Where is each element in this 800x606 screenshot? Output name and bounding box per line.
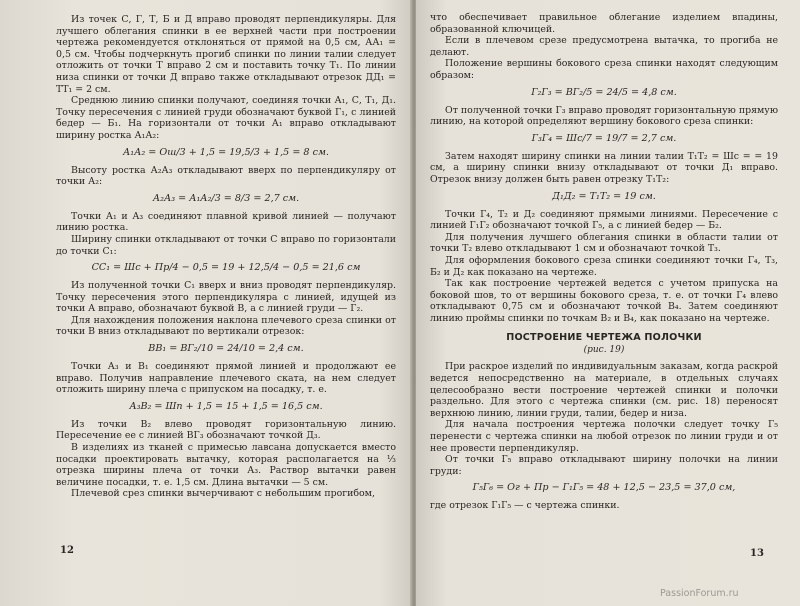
formula-rostok-height: А₂А₃ = А₁А₂/3 = 8/3 = 2,7 см.: [152, 192, 300, 204]
paragraph: От точки Г₅ вправо откладывают ширину полочки на линии груди:: [430, 454, 778, 477]
formula-bottom-width: Д₁Д₂ = Т₁Т₂ = 19 см.: [552, 190, 656, 202]
paragraph: Положение вершины бокового среза спинки находят следующим образом:: [430, 58, 778, 81]
paragraph: Для нахождения положения наклона плечевого среза спинки от точки В вниз откладывают по вертикали отрезок:: [56, 314, 396, 338]
paragraph: Из точек С, Г, Т, Б и Д вправо проводят перпендикуляры. Для лучшего облегания спинки в ее верхней части при построении чертежа рекомендуется отклоняться от прямой на 0,5 см, АА₁ = 0,5 см. Чтобы подчеркнуть прогиб спинки по линии талии следует отложить от точки Т вправо 2 см и поставить точку Т₁. По линии низа спинки от точки Д вправо также откладывают отрезок ДД₁ = ТТ₁ = 2 см.: [56, 14, 396, 95]
figure-reference: (рис. 19): [583, 345, 625, 356]
paragraph: Затем находят ширину спинки на линии талии Т₁Т₂ = Шс = = 19 см, а ширину спинки внизу откладывают от точки Д₁ вправо. Отрезок внизу должен быть равен отрезку Т₁Т₂:: [430, 150, 778, 185]
section-title: ПОСТРОЕНИЕ ЧЕРТЕЖА ПОЛОЧКИ: [506, 332, 702, 344]
paragraph: Точки А₁ и А₃ соединяют плавной кривой линией — получают линию ростка.: [56, 210, 396, 234]
paragraph: Из точки В₂ влево проводят горизонтальную линию. Пересечение ее с линией ВГ₃ обозначают точкой Д₃.: [56, 418, 396, 442]
formula-side-top: Г₃Г₄ = Шс/7 = 19/7 = 2,7 см.: [531, 132, 677, 144]
watermark: PassionForum.ru: [660, 588, 739, 599]
paragraph: В изделиях из тканей с примесью лавсана допускается вместо посадки проектировать вытачку, которая располагается на ⅓ отрезка ширины плеча от точки А₃. Раствор вытачки равен величине посадки, т. е. 1,5 см. Длина вытачки — 5 см.: [56, 442, 396, 488]
formula-rostok-width: А₁А₂ = Ош/3 + 1,5 = 19,5/3 + 1,5 = 8 см.: [123, 146, 329, 158]
paragraph: Среднюю линию спинки получают, соединяя точки А₁, С, Т₁, Д₁. Точку пересечения с линией груди обозначают буквой Г₁, с линией бедер — Б₁. На горизонтали от точки А₁ вправо откладывают ширину ростка А₁А₂:: [56, 95, 396, 141]
paragraph: Если в плечевом срезе предусмотрена вытачка, то прогиба не делают.: [430, 35, 778, 58]
paragraph: Плечевой срез спинки вычерчивают с небольшим прогибом,: [71, 488, 375, 500]
formula-side-vertex: Г₂Г₃ = ВГ₂/5 = 24/5 = 4,8 см.: [531, 86, 677, 98]
paragraph: где отрезок Г₁Г₅ — с чертежа спинки.: [430, 500, 620, 512]
right-page: [416, 0, 800, 606]
paragraph: Для начала построения чертежа полочки следует точку Г₅ перенести с чертежа спинки на любой отрезок по линии груди и от нее провести перпендикуляр.: [430, 419, 778, 454]
paragraph: Для оформления бокового среза спинки соединяют точки Г₄, Т₃, Б₂ и Д₂ как показано на чертеже.: [430, 254, 778, 278]
paragraph: Высоту ростка А₂А₃ откладывают вверх по перпендикуляру от точки А₂:: [56, 164, 396, 188]
paragraph: Для получения лучшего облегания спинки в области талии от точки Т₂ влево откладывают 1 см и обозначают точкой Т₃.: [430, 231, 778, 255]
formula-front-width: Г₅Г₆ = Ог + Пр − Г₁Г₅ = 48 + 12,5 − 23,5 = 37,0 см,: [472, 482, 736, 494]
page-number: 12: [60, 545, 74, 556]
paragraph: От полученной точки Г₃ вправо проводят горизонтальную прямую линию, на которой определяют вершину бокового среза спинки:: [430, 104, 778, 128]
page-number: 13: [750, 548, 764, 559]
paragraph: Ширину спинки откладывают от точки С вправо по горизонтали до точки С₁:: [56, 233, 396, 257]
paragraph: что обеспечивает правильное облегание изделием впадины, образованной ключицей.: [430, 12, 778, 35]
formula-shoulder-width: А₃В₂ = Шп + 1,5 = 15 + 1,5 = 16,5 см.: [129, 400, 323, 412]
paragraph: Точки А₃ и В₁ соединяют прямой линией и продолжают ее вправо. Получив направление плечевого ската, на нем следует отложить ширину плеча с припуском на посадку, т. е.: [56, 361, 396, 396]
paragraph: При раскрое изделий по индивидуальным заказам, когда раскрой ведется непосредственно на материале, в отдельных случаях целесообразно вести построение чертежей спинки и полочки раздельно. Для этого с чертежа спинки (см. рис. 18) переносят верхнюю линию, линии груди, талии, бедер и низа.: [430, 361, 778, 419]
paragraph: Так как построение чертежей ведется с учетом припуска на боковой шов, то от вершины бокового среза, т. е. от точки Г₄ влево откладывают 0,75 см и обозначают точкой В₄. Затем соединяют линию проймы спинки по точкам В₂ и В₄, как показано на чертеже.: [430, 278, 778, 324]
formula-shoulder-slope: ВВ₁ = ВГ₂/10 = 24/10 = 2,4 см.: [148, 343, 304, 355]
formula-back-width: СС₁ = Шс + Пр/4 − 0,5 = 19 + 12,5/4 − 0,5 = 21,6 см: [91, 262, 361, 274]
paragraph: Из полученной точки С₁ вверх и вниз проводят перпендикуляр. Точку пересечения этого перпендикуляра с линией, идущей из точки А вправо, обозначают буквой В, а с линией груди — Г₂.: [56, 280, 396, 315]
paragraph: Точки Г₄, Т₂ и Д₂ соединяют прямыми линиями. Пересечение с линией Г₁Г₂ обозначают точкой Г₅, а с линией бедер — Б₂.: [430, 208, 778, 232]
